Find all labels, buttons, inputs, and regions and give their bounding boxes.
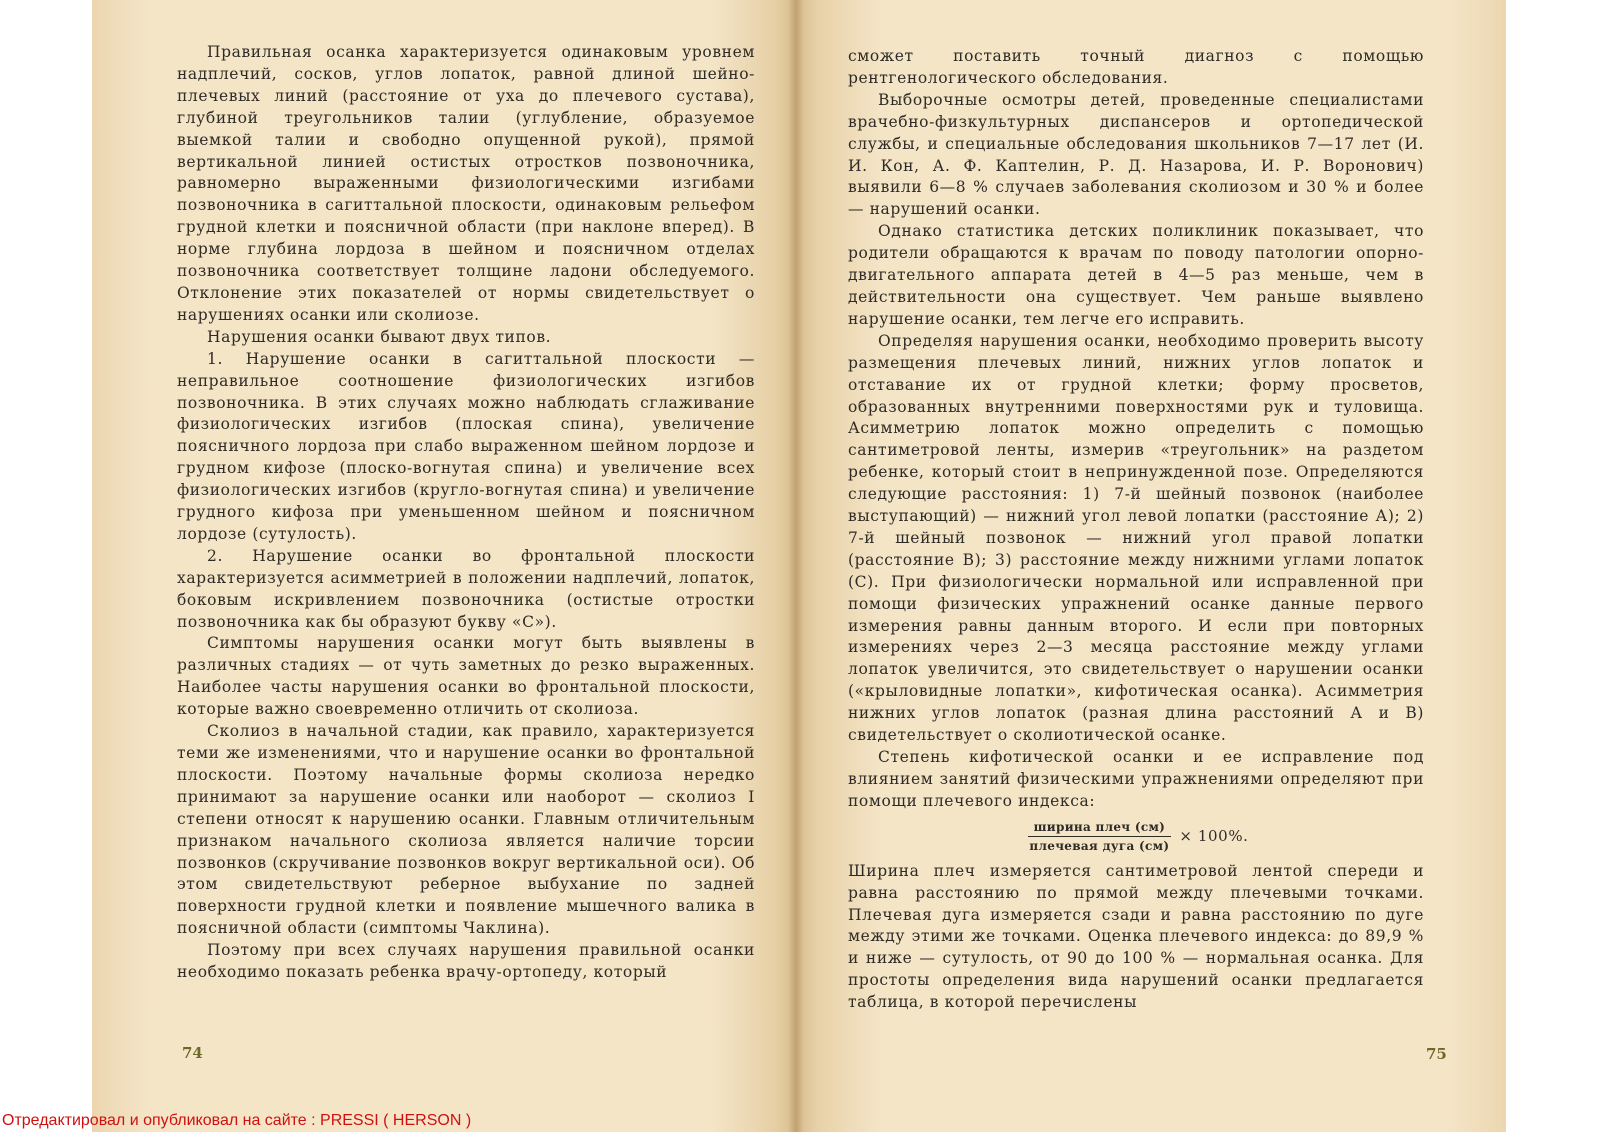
paragraph: Однако статистика детских поликлиник показывает, что родители обращаются к врачам по поводу патологии опорно-двигательного аппарата детей в 4—5 раз меньше, чем в действительности она существует. Чем раньше выявлено нарушение осанки, тем легче его исправить. — [848, 222, 1424, 328]
paragraph: Сколиоз в начальной стадии, как правило, характеризуется теми же изменениями, что и нарушение осанки во фронтальной плоскости. Поэтому начальные формы сколиоза нередко принимают за нарушение осанки или наоборот — сколиоз I степени относят к нарушению осанки. Главным отличительным признаком начального сколиоза является наличие торсии позвонков (скручивание позвонков вокруг вертикальной оси). Об этом свидетельствуют реберное выбухание по задней поверхности грудной клетки и появление мышечного валика в поясничной области (симптомы Чаклина). — [177, 722, 755, 938]
page-number-right: 75 — [1426, 1045, 1447, 1063]
paragraph: Степень кифотической осанки и ее исправление под влиянием занятий физическими упражнениями определяют при помощи плечевого индекса: — [848, 748, 1424, 810]
right-page-text — [848, 46, 1424, 1014]
paragraph: Определяя нарушения осанки, необходимо проверить высоту размещения плечевых линий, нижних углов лопаток и отставание их от грудной клетки; форму просветов, образованных внутренними поверхностями рук и туловища. Асимметрию лопаток можно определить с помощью сантиметровой ленты, измерив «треугольник» на раздетом ребенке, который стоит в непринужденной позе. Определяются следующие расстояния: 1) 7-й шейный позвонок (наиболее выступающий) — нижний угол левой лопатки (расстояние А); 2) 7-й шейный позвонок — нижний угол правой лопатки (расстояние В); 3) расстояние между нижними углами лопаток (С). При физиологически нормальной или исправленной при помощи физических упражнений осанке данные первого измерения равны данным второго. И если при повторных измерениях через 2—3 месяца расстояние между углами лопаток увеличится, это свидетельствует о нарушении осанки («крыловидные лопатки», кифотическая осанка). Асимметрия нижних углов лопаток (разная длина расстояний А и В) свидетельствует о сколиотической осанке. — [848, 331, 1424, 745]
left-page-text — [177, 42, 755, 984]
paragraph: 1. Нарушение осанки в сагиттальной плоскости — неправильное соотношение физиологических изгибов позвоночника. В этих случаях можно наблюдать сглаживание физиологических изгибов (плоская спина), увеличение поясничного лордоза при слабо выраженном шейном лордозе и грудном кифозе (плоско-вогнутая спина) и увеличение всех физиологических изгибов (кругло-вогнутая спина) и увеличение грудного кифоза при уменьшенном шейном и поясничном лордозе (сутулость). — [177, 349, 755, 543]
formula-fraction — [1023, 820, 1175, 853]
credit-line: Отредактировал и опубликовал на сайте : PRESSI ( HERSON ) — [2, 1112, 472, 1129]
paragraph: сможет поставить точный диагноз с помощью рентгенологического обследования. — [848, 47, 1424, 87]
paragraph: 2. Нарушение осанки во фронтальной плоскости характеризуется асимметрией в положении надплечий, лопаток, боковым искривлением позвоночника (остистые отростки позвоночника как бы образуют букву «С»). — [177, 546, 755, 631]
formula-numerator: ширина плеч (см) — [1028, 820, 1172, 837]
paragraph: Ширина плеч измеряется сантиметровой лентой спереди и равна расстоянию по прямой между плечевыми точками. Плечевая дуга измеряется сзади и равна расстоянию по дуге между этими же точками. Оценка плечевого индекса: до 89,9 % и ниже — сутулость, от 90 до 100 % — нормальная осанка. Для простоты определения вида нарушений осанки предлагается таблица, в которой перечислены — [848, 861, 1424, 1012]
book-gutter — [788, 0, 804, 1132]
formula-denominator: плечевая дуга (см) — [1029, 839, 1170, 854]
paragraph: Симптомы нарушения осанки могут быть выявлены в различных стадиях — от чуть заметных до резко выраженных. Наиболее часты нарушения осанки во фронтальной плоскости, которые важно своевременно отличить от сколиоза. — [177, 634, 755, 719]
paragraph: Правильная осанка характеризуется одинаковым уровнем надплечий, сосков, углов лопаток, равной длиной шейно-плечевых линий (расстояние от уха до плечевого сустава), глубиной треугольников талии (углубление, образуемое выемкой талии и свободно опущенной рукой), прямой вертикальной линией остистых отростков позвоночника, равномерно выраженными физиологическими изгибами позвоночника в сагиттальной плоскости, одинаковым рельефом грудной клетки и поясничной области (при наклоне вперед). В норме глубина лордоза в шейном и поясничном отделах позвоночника соответствует толщине ладони обследуемого. Отклонение этих показателей от нормы свидетельствует о нарушениях осанки или сколиозе. — [177, 43, 755, 324]
page-number-left: 74 — [182, 1044, 203, 1062]
formula-multiplier: × 100%. — [1179, 826, 1249, 845]
paragraph: Выборочные осмотры детей, проведенные специалистами врачебно-физкультурных диспансеров и ортопедической службы, и специальные обследования школьников 7—17 лет (И. И. Кон, А. Ф. Каптелин, Р. Д. Назарова, И. Р. Воронович) выявили 6—8 % случаев заболевания сколиозом и 30 % и более — нарушений осанки. — [848, 90, 1424, 219]
paragraph: Нарушения осанки бывают двух типов. — [207, 327, 552, 346]
paragraph: Поэтому при всех случаях нарушения правильной осанки необходимо показать ребенка врачу-ортопеду, который — [177, 941, 755, 982]
shoulder-index-formula — [848, 817, 1424, 857]
